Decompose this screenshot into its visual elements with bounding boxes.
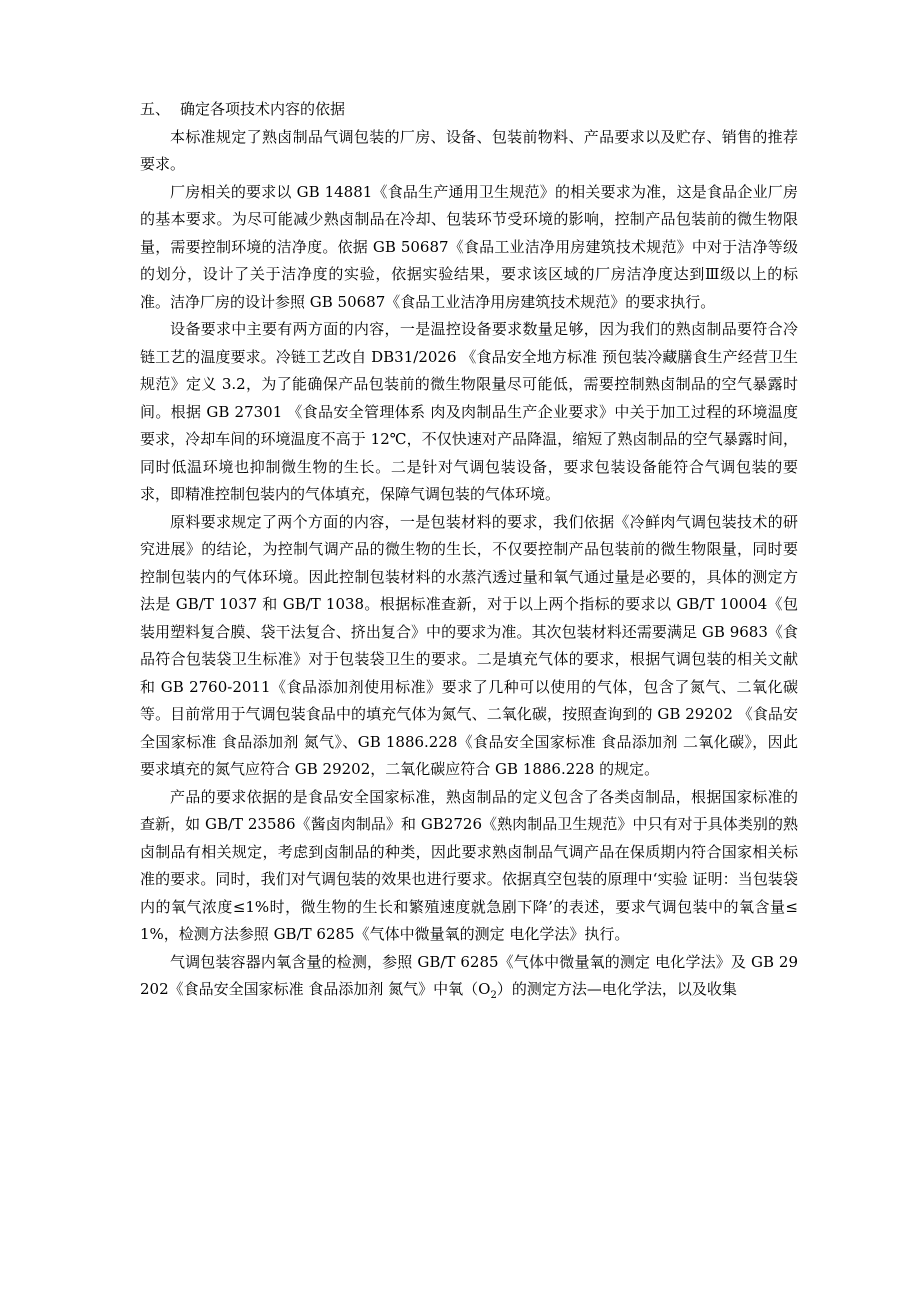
oxygen-text-after: ）的测定方法—电化学法，以及收集 (496, 980, 737, 998)
document-page (140, 96, 798, 1004)
paragraph-scope: 本标准规定了熟卤制品气调包装的厂房、设备、包装前物料、产品要求以及贮存、销售的推荐要求。 (140, 127, 798, 173)
oxygen-text-before: 气调包装容器内氧含量的检测，参照 GB/T 6285《气体中微量氧的测定 电化学法》及 GB 29202《食品安全国家标准 食品添加剂 氮气》中氧（O (140, 952, 798, 998)
section-heading (140, 96, 798, 124)
paragraph-oxygen-testing (140, 949, 798, 1004)
section-number: 五、 (140, 100, 171, 118)
paragraph-equipment: 设备要求中主要有两方面的内容，一是温控设备要求数量足够，因为我们的熟卤制品要符合冷链工艺的温度要求。冷链工艺改自 DB31/2026 《食品安全地方标准 预包装冷藏膳食生产经营卫生规范》定义 3.2，为了能确保产品包装前的微生物限量尽可能低，需要控制熟卤制品的空气暴露时间。根据 GB 27301 《食品安全管理体系 肉及肉制品生产企业要求》中关于加工过程的环境温度要求，冷却车间的环境温度不高于 12℃，不仅快速对产品降温，缩短了熟卤制品的空气暴露时间，同时低温环境也抑制微生物的生长。二是针对气调包装设备，要求包装设备能符合气调包装的要求，即精准控制包装内的气体填充，保障气调包装的气体环境。 (140, 320, 798, 503)
paragraph-factory: 厂房相关的要求以 GB 14881《食品生产通用卫生规范》的相关要求为准，这是食品企业厂房的基本要求。为尽可能减少熟卤制品在冷却、包装环节受环境的影响，控制产品包装前的微生物限量，需要控制环境的洁净度。依据 GB 50687《食品工业洁净用房建筑技术规范》中对于洁净等级的划分，设计了关于洁净度的实验，依据实验结果，要求该区域的厂房洁净度达到Ⅲ级以上的标准。洁净厂房的设计参照 GB 50687《食品工业洁净用房建筑技术规范》的要求执行。 (140, 182, 798, 311)
paragraph-product: 产品的要求依据的是食品安全国家标准，熟卤制品的定义包含了各类卤制品，根据国家标准的查新，如 GB/T 23586《酱卤肉制品》和 GB2726《熟肉制品卫生规范》中只有对于具体类别的熟卤制品有相关规定，考虑到卤制品的种类，因此要求熟卤制品气调产品在保质期内符合国家相关标准的要求。同时，我们对气调包装的效果也进行要求。依据真空包装的原理中‘实验 证明：当包装袋内的氧气浓度≤1%时，微生物的生长和繁殖速度就急剧下降’的表述，要求气调包装中的氧含量≤1%，检测方法参照 GB/T 6285《气体中微量氧的测定 电化学法》执行。 (140, 787, 798, 943)
paragraph-materials: 原料要求规定了两个方面的内容，一是包装材料的要求，我们依据《冷鲜肉气调包装技术的研究进展》的结论，为控制气调产品的微生物的生长，不仅要控制产品包装前的微生物限量，同时要控制包装内的气体环境。因此控制包装材料的水蒸汽透过量和氧气通过量是必要的，具体的测定方法是 GB/T 1037 和 GB/T 1038。根据标准查新，对于以上两个指标的要求以 GB/T 10004《包装用塑料复合膜、袋干法复合、挤出复合》中的要求为准。其次包装材料还需要满足 GB 9683《食品符合包装袋卫生标准》对于包装袋卫生的要求。二是填充气体的要求，根据气调包装的相关文献和 GB 2760-2011《食品添加剂使用标准》要求了几种可以使用的气体，包含了氮气、二氧化碳等。目前常用于气调包装食品中的填充气体为氮气、二氧化碳，按照查询到的 GB 29202 《食品安全国家标准 食品添加剂 氮气》、GB 1886.228《食品安全国家标准 食品添加剂 二氧化碳》，因此要求填充的氮气应符合 GB 29202，二氧化碳应符合 GB 1886.228 的规定。 (140, 512, 798, 778)
oxygen-subscript: 2 (490, 990, 497, 1001)
section-title: 确定各项技术内容的依据 (180, 100, 346, 118)
